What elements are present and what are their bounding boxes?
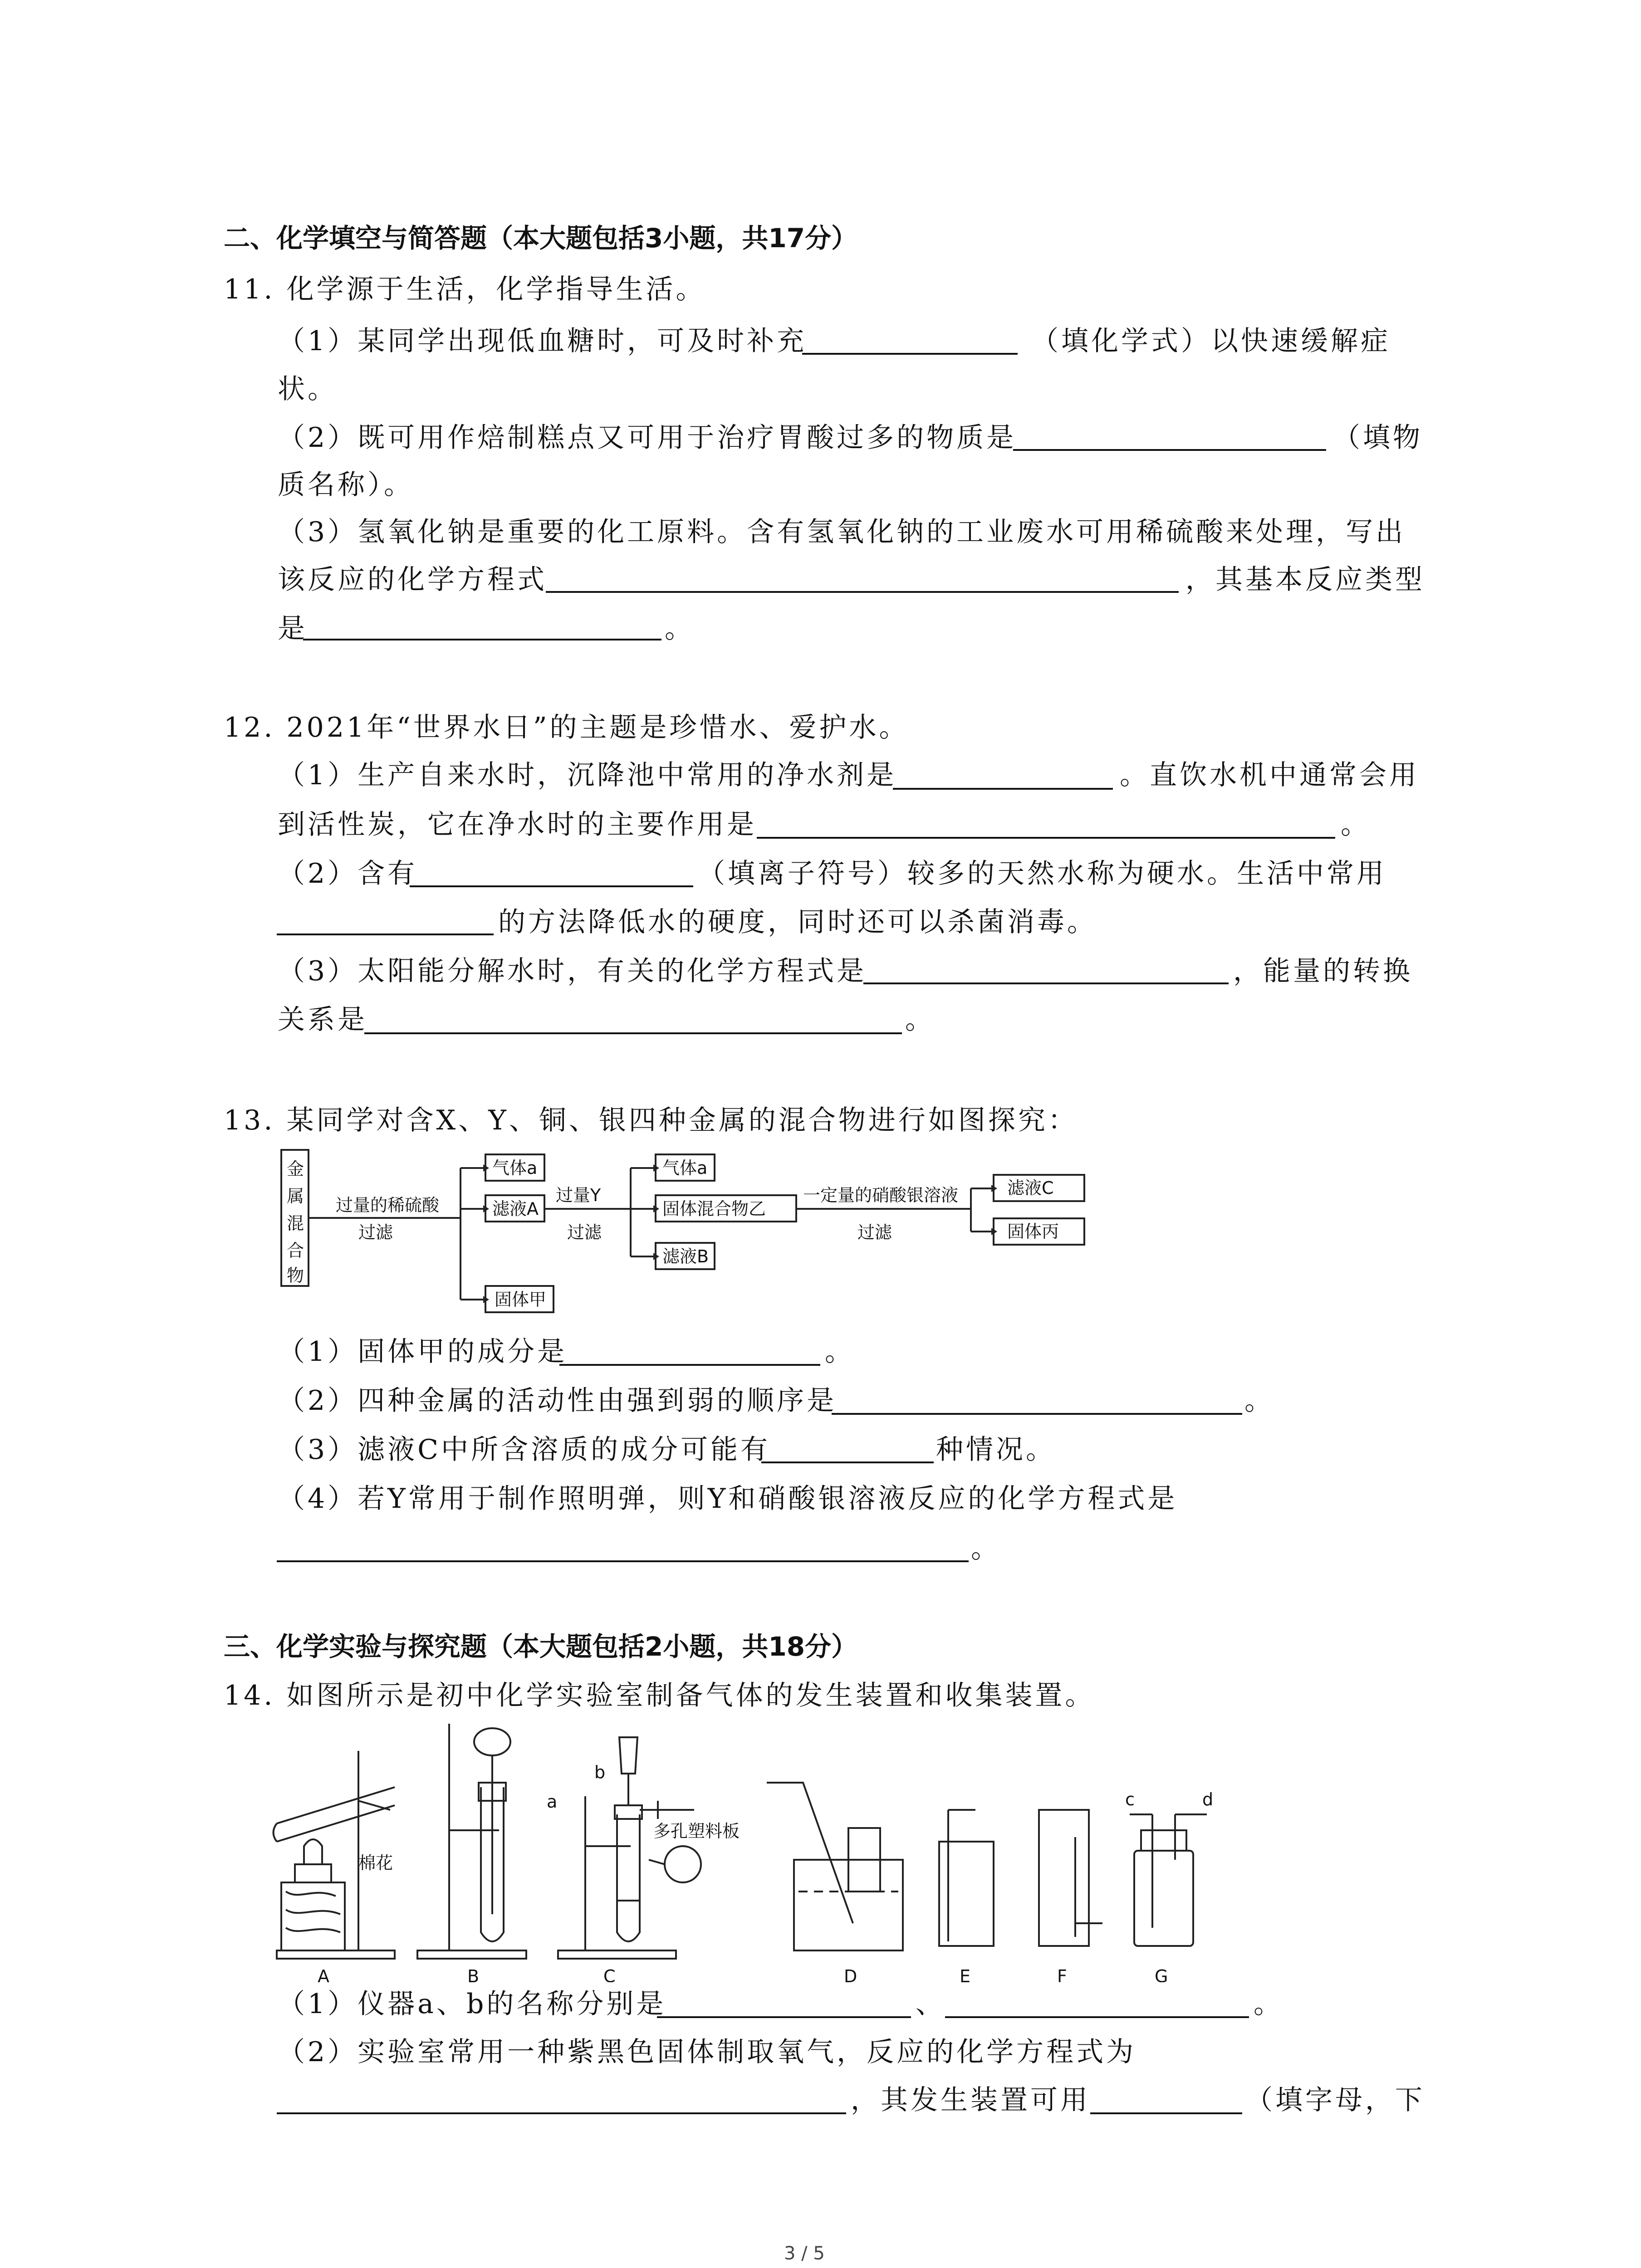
q12-part2-hint: （填离子符号）较多的天然水称为硬水。生活中常用 [698,858,1386,890]
label-E: E [960,1966,971,1982]
label-G: G [1155,1966,1168,1982]
answer-blank[interactable] [863,982,1229,984]
q12-part2: （2）含有 [278,858,418,890]
filter-label: 过滤 [358,1222,393,1242]
apparatus-B [417,1724,526,1959]
mix-char: 金 [287,1159,304,1179]
answer-blank[interactable] [802,353,1018,355]
question-13-stem: 13. 某同学对含X、Y、铜、银四种金属的混合物进行如图探究： [224,1105,1078,1136]
q14-part1: （1）仪器a、b的名称分别是 [278,1988,666,2020]
q13-part1: （1）固体甲的成分是 [278,1336,568,1368]
q13-part2-end: 。 [1244,1385,1274,1417]
q11-part3-type-label: ，其基本反应类型 [1185,564,1425,596]
apparatus-D [767,1783,903,1950]
q11-part1: （1）某同学出现低血糖时，可及时补充 [278,325,807,357]
filter-label: 过滤 [567,1222,602,1242]
answer-blank[interactable] [559,1364,820,1366]
q12-part3-energy: ，能量的转换 [1233,955,1413,987]
q14-part1-sep: 、 [916,1988,945,2020]
answer-blank[interactable] [277,934,494,935]
mix-char: 属 [287,1186,304,1206]
metal-separation-flowchart [272,1143,1134,1325]
q12-part3-end: 。 [905,1004,935,1036]
answer-blank[interactable] [277,2112,846,2114]
answer-blank[interactable] [1013,449,1326,451]
answer-blank[interactable] [1090,2112,1242,2114]
q14-part2-hint: （填字母，下 [1245,2084,1425,2116]
label-a: a [547,1792,558,1812]
answer-blank[interactable] [546,591,1179,593]
label-C: C [603,1966,616,1982]
solid-jia-label: 固体甲 [495,1290,547,1310]
solid-yi-label: 固体混合物乙 [662,1199,766,1219]
filtrate-c-label: 滤液C [1007,1178,1054,1198]
q13-part4: （4）若Y常用于制作照明弹，则Y和硝酸银溶液反应的化学方程式是 [278,1483,1178,1515]
q13-part1-end: 。 [825,1336,855,1368]
q12-part3: （3）太阳能分解水时，有关的化学方程式是 [278,955,867,987]
label-c: c [1125,1789,1135,1809]
answer-blank[interactable] [893,788,1113,790]
label-d: d [1202,1789,1214,1809]
page-number: 3 / 5 [784,2243,825,2264]
gas-a-label: 气体a [662,1158,708,1178]
q11-part1-hint: （填化学式）以快速缓解症 [1031,325,1391,357]
question-12-stem: 12. 2021年“世界水日”的主题是珍惜水、爱护水。 [224,712,909,743]
q11-part1-end: 状。 [278,373,338,405]
q12-part1: （1）生产自来水时，沉降池中常用的净水剂是 [278,759,897,791]
q11-part2-end: 质名称）。 [278,469,414,501]
gas-apparatus-figure [268,1710,1474,1982]
filter-label: 过滤 [857,1222,892,1242]
q12-part3-relation: 关系是 [278,1004,367,1036]
label-b: b [594,1762,606,1782]
mix-char: 合 [287,1241,304,1261]
q12-part1-carbon: 到活性炭，它在净水时的主要作用是 [278,809,757,841]
apparatus-F [1039,1810,1102,1946]
label-B: B [467,1966,480,1982]
filtrate-a-label: 滤液A [492,1199,539,1219]
q12-part1-end: 。 [1341,809,1371,841]
answer-blank[interactable] [303,639,661,640]
apparatus-C [558,1737,701,1959]
answer-blank[interactable] [945,2016,1249,2018]
question-14-stem: 14. 如图所示是初中化学实验室制备气体的发生装置和收集装置。 [224,1680,1095,1711]
q11-part3: （3）氢氧化钠是重要的化工原料。含有氢氧化钠的工业废水可用稀硫酸来处理，写出 [278,516,1406,548]
q11-part2: （2）既可用作焙制糕点又可用于治疗胃酸过多的物质是 [278,422,1017,454]
perforated-plate-label: 多孔塑料板 [653,1821,740,1841]
answer-blank[interactable] [657,2016,911,2018]
acid-label: 过量的稀硫酸 [336,1195,440,1215]
mix-char: 混 [287,1213,304,1233]
label-D: D [844,1966,857,1982]
q13-part2: （2）四种金属的活动性由强到弱的顺序是 [278,1385,837,1417]
q14-part2-device: ，其发生装置可用 [851,2084,1090,2116]
answer-blank[interactable] [832,1413,1242,1415]
q12-part2-end: 的方法降低水的硬度，同时还可以杀菌消毒。 [498,906,1097,938]
q14-part2: （2）实验室常用一种紫黑色固体制取氧气，反应的化学方程式为 [278,2036,1136,2068]
q13-part3-end: 种情况。 [936,1434,1056,1466]
q11-part2-hint: （填物 [1333,422,1423,454]
answer-blank[interactable] [277,1560,969,1562]
filtrate-b-label: 滤液B [662,1246,709,1266]
label-A: A [318,1966,329,1982]
label-F: F [1057,1966,1067,1982]
add-y-label: 过量Y [556,1185,601,1205]
answer-blank[interactable] [410,885,693,887]
q14-part1-end: 。 [1254,1988,1283,2020]
cotton-label: 棉花 [358,1853,393,1873]
question-11-stem: 11. 化学源于生活，化学指导生活。 [224,274,706,305]
mix-char: 物 [287,1266,304,1286]
apparatus-G [1130,1814,1207,1946]
q13-part3: （3）滤液C中所含溶质的成分可能有 [278,1434,771,1466]
silver-nitrate-label: 一定量的硝酸银溶液 [803,1185,959,1205]
q12-part1-cont: 。直饮水机中通常会用 [1120,759,1419,791]
answer-blank[interactable] [761,1461,934,1463]
section-title: 二、化学填空与简答题（本大题包括3小题，共17分） [224,223,858,254]
answer-blank[interactable] [757,837,1335,839]
q13-part4-end: 。 [971,1533,1001,1564]
q11-part3-end: 。 [665,613,695,645]
section-title: 三、化学实验与探究题（本大题包括2小题，共18分） [224,1631,858,1662]
answer-blank[interactable] [364,1032,902,1034]
q11-part3-is: 是 [278,613,308,645]
solid-bing-label: 固体丙 [1007,1222,1059,1242]
q11-part3-equation-label: 该反应的化学方程式 [278,564,547,596]
gas-a-label: 气体a [492,1158,538,1178]
apparatus-E [939,1810,994,1946]
